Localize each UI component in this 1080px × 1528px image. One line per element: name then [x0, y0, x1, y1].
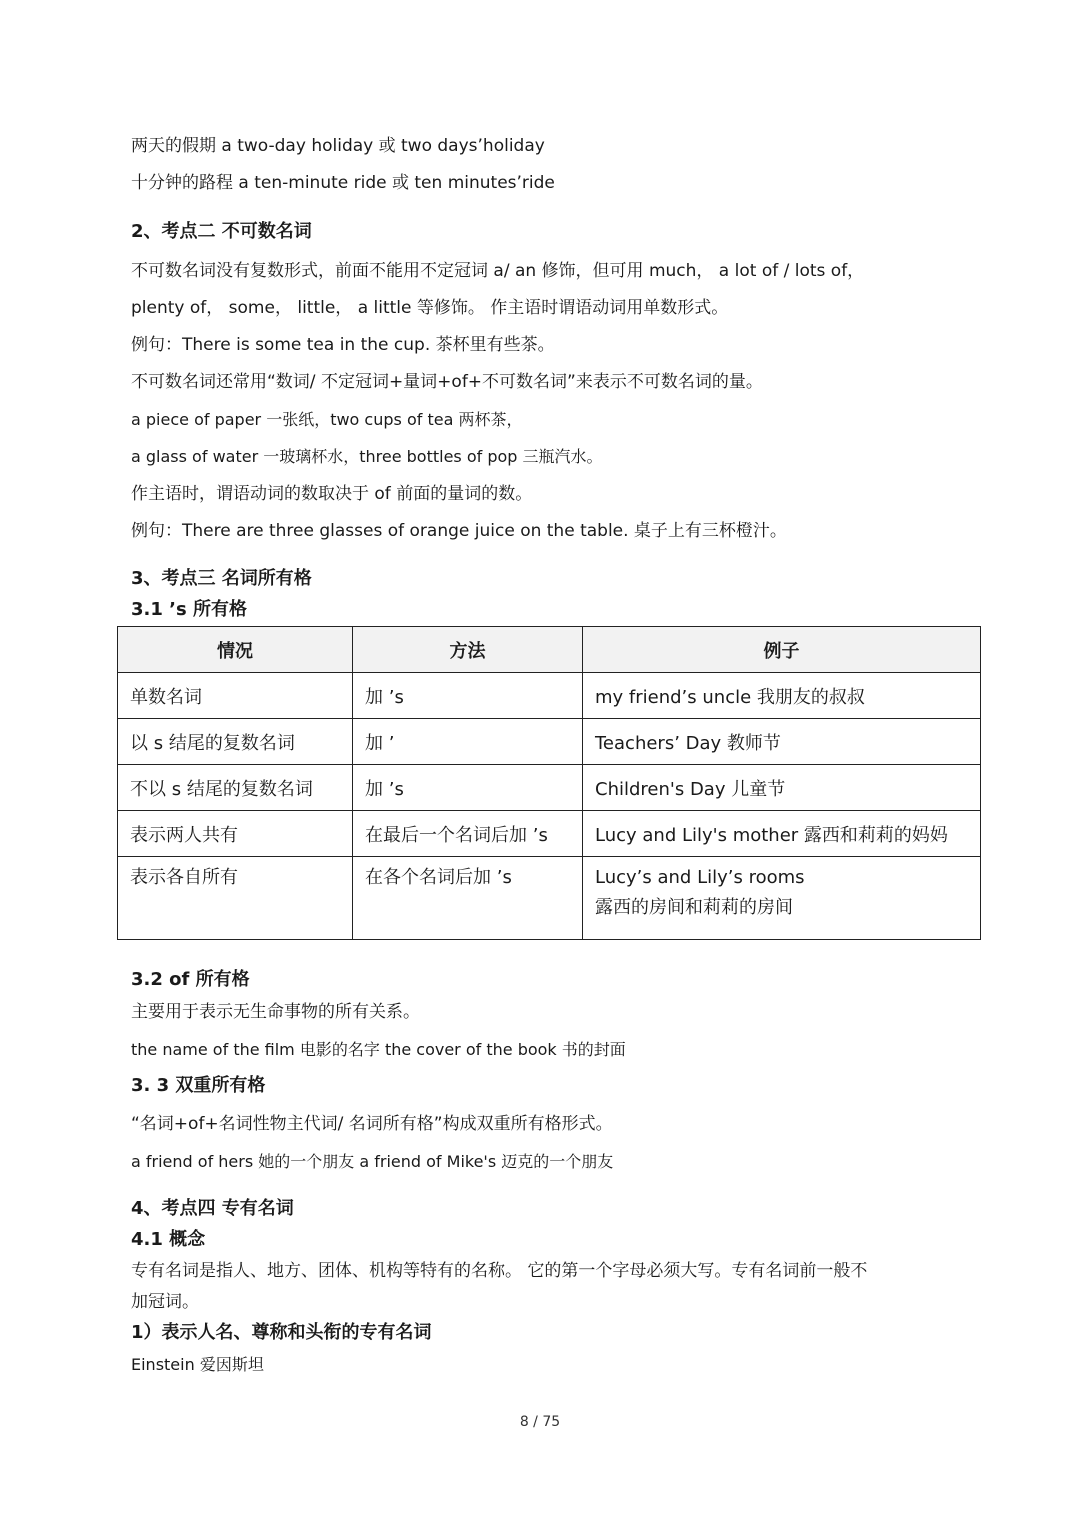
paragraph: 主要用于表示无生命事物的所有关系。	[131, 1002, 420, 1022]
subsection-heading: 3. 3 双重所有格	[131, 1075, 266, 1096]
table-row	[118, 765, 981, 811]
table-row	[118, 719, 981, 765]
section-heading: 2、考点二 不可数名词	[131, 221, 312, 242]
example-line: Einstein 爱因斯坦	[131, 1355, 264, 1374]
example-line: the name of the film 电影的名字 the cover of the book 书的封面	[131, 1040, 626, 1059]
table-row	[118, 673, 981, 719]
table-cell: 不以 s 结尾的复数名词	[118, 765, 353, 811]
example-line: a glass of water 一玻璃杯水，three bottles of pop 三瓶汽水。	[131, 447, 603, 466]
table-header-row	[118, 627, 981, 673]
table-cell: 加 ’	[353, 719, 583, 765]
possessive-table	[117, 626, 981, 940]
table-row	[118, 857, 981, 940]
text-line: 十分钟的路程 a ten-minute ride 或 ten minutes’ride	[131, 173, 555, 193]
table-cell: 在最后一个名词后加 ’s	[353, 811, 583, 857]
table-cell-line: Lucy’s and Lily’s rooms	[595, 867, 805, 888]
table-row	[118, 811, 981, 857]
table-cell: 以 s 结尾的复数名词	[118, 719, 353, 765]
paragraph: 作主语时，谓语动词的数取决于 of 前面的量词的数。	[131, 484, 533, 504]
table-cell: 加 ’s	[353, 673, 583, 719]
table-cell-line: 露西的房间和莉莉的房间	[595, 897, 793, 918]
table-cell: 单数名词	[118, 673, 353, 719]
paragraph: 加冠词。	[131, 1292, 199, 1312]
subsection-heading: 1）表示人名、尊称和头衔的专有名词	[131, 1322, 432, 1343]
table-cell: 表示两人共有	[118, 811, 353, 857]
example-line: 例句：There are three glasses of orange juice on the table. 桌子上有三杯橙汁。	[131, 521, 787, 541]
paragraph: 不可数名词还常用“数词/ 不定冠词+量词+of+不可数名词”来表示不可数名词的量。	[131, 372, 763, 392]
table-cell: Lucy and Lily's mother 露西和莉莉的妈妈	[583, 811, 981, 857]
table-cell: 表示各自所有	[118, 857, 353, 940]
paragraph: 专有名词是指人、地方、团体、机构等特有的名称。 它的第一个字母必须大写。专有名词前一般不	[131, 1261, 868, 1281]
table-cell: Children's Day 儿童节	[583, 765, 981, 811]
example-line: a friend of hers 她的一个朋友 a friend of Mike's 迈克的一个朋友	[131, 1152, 614, 1171]
text-line: 两天的假期 a two-day holiday 或 two days’holiday	[131, 136, 545, 156]
table-cell: Teachers’ Day 教师节	[583, 719, 981, 765]
table-header: 情况	[118, 627, 353, 673]
page-number: 8 / 75	[519, 1414, 561, 1430]
section-heading: 4、考点四 专有名词	[131, 1198, 294, 1219]
subsection-heading: 4.1 概念	[131, 1229, 206, 1250]
example-line: a piece of paper 一张纸，two cups of tea 两杯茶，	[131, 410, 523, 429]
table-header: 例子	[583, 627, 981, 673]
table-cell: 加 ’s	[353, 765, 583, 811]
paragraph: plenty of， some， little， a little 等修饰。 作主语时谓语动词用单数形式。	[131, 298, 729, 318]
paragraph: 不可数名词没有复数形式，前面不能用不定冠词 a/ an 修饰，但可用 much， a lot of / lots of，	[131, 261, 865, 281]
subsection-heading: 3.2 of 所有格	[131, 969, 250, 990]
table-cell: my friend’s uncle 我朋友的叔叔	[583, 673, 981, 719]
table-cell: 在各个名词后加 ’s	[353, 857, 583, 940]
paragraph: “名词+of+名词性物主代词/ 名词所有格”构成双重所有格形式。	[131, 1114, 613, 1134]
table-cell	[583, 857, 981, 940]
example-line: 例句：There is some tea in the cup. 茶杯里有些茶。	[131, 335, 555, 355]
table-header: 方法	[353, 627, 583, 673]
subsection-heading: 3.1 ’s 所有格	[131, 599, 247, 620]
section-heading: 3、考点三 名词所有格	[131, 568, 312, 589]
